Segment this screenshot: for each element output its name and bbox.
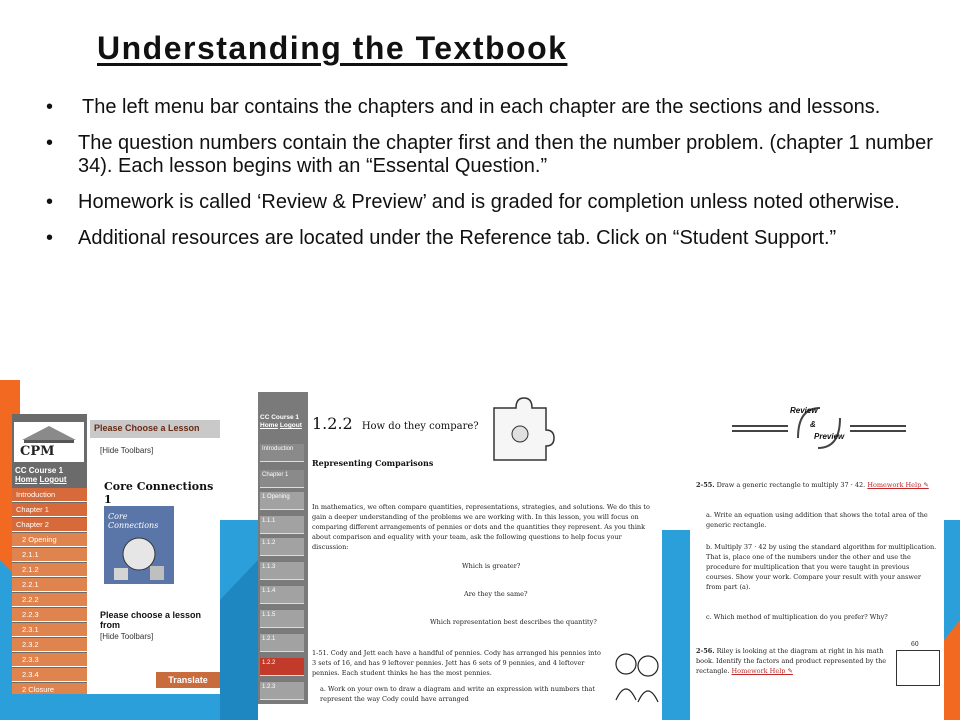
nav-1-1-5[interactable]: 1.1.5 <box>260 610 304 628</box>
problem-2-55-c: c. Which method of multiplication do you prefer? Why? <box>706 613 888 621</box>
problem-2-55 <box>696 480 940 490</box>
translate-button[interactable]: Translate <box>156 672 220 688</box>
nav-chapter-2[interactable]: Chapter 2 <box>12 518 87 532</box>
nav-2-1-2[interactable]: 2.1.2 <box>12 563 87 577</box>
problem-2-56-number: 2-56. <box>696 647 715 655</box>
bullet-resources: • Additional resources are located under the Reference tab. Click on “Student Support.” <box>46 227 936 250</box>
bullet-list <box>46 96 936 263</box>
lesson-number: 1.2.2 <box>312 414 353 433</box>
course-label: CC Course 1 Home Logout <box>15 466 67 484</box>
nav-2-2-3[interactable]: 2.2.3 <box>12 608 87 622</box>
homework-help-link[interactable]: Homework Help ✎ <box>867 481 929 489</box>
book-cover-image[interactable] <box>104 506 174 584</box>
problem-task-a: a. Work on your own to draw a diagram and write an expression with numbers that represent the way Cody could have arranged <box>320 685 595 703</box>
review-preview-logo-icon <box>728 398 908 458</box>
slide-title: Understanding the Textbook <box>97 30 568 66</box>
puzzle-graphic-icon <box>104 506 174 584</box>
nav-1-2-2[interactable]: 1.2.2 <box>260 658 304 676</box>
nav-2-2-1[interactable]: 2.2.1 <box>12 578 87 592</box>
home-link-2[interactable]: Home <box>260 422 279 429</box>
lesson-heading <box>312 414 479 433</box>
area-diagram-label: 60 <box>911 641 919 648</box>
home-link[interactable]: Home <box>15 475 38 484</box>
students-illustration-icon <box>612 648 662 704</box>
question-greater: Which is greater? <box>462 562 521 570</box>
nav-2-2-2[interactable]: 2.2.2 <box>12 593 87 607</box>
nav-1-2-3[interactable]: 1.2.3 <box>260 682 304 700</box>
bullet-question-numbers: • The question numbers contain the chapter first and then the number problem. (chapter 1 number 34). Each lesson begins with an “Essental Question.” <box>46 132 936 178</box>
nav-1-1-2[interactable]: 1.1.2 <box>260 538 304 556</box>
cpm-logo-text: CPM <box>20 444 55 459</box>
nav-2-closure[interactable]: 2 Closure <box>12 683 87 694</box>
hide-toolbars-link[interactable]: [Hide Toolbars] <box>100 446 154 455</box>
screenshot-lesson-page <box>258 392 662 704</box>
logout-link-2[interactable]: Logout <box>279 422 302 429</box>
screenshot-review-preview <box>690 392 944 692</box>
lesson-content <box>312 392 662 704</box>
left-menu-bar <box>12 414 87 694</box>
problem-2-55-b: b. Multiply 37 · 42 by using the standard algorithm for multiplication. That is, place one of the numbers under the other and use the procedure for multiplication that you were taught in previous courses. Show your work. Compare your result with your answer from part (a). <box>706 543 937 591</box>
review-label: Review <box>790 406 818 415</box>
puzzle-piece-icon <box>486 394 556 464</box>
bullet-menu-bar: • The left menu bar contains the chapters and in each chapter are the sections and lessons. <box>46 96 936 119</box>
course-label-2: CC Course 1 Home Logout <box>260 414 302 429</box>
nav-introduction[interactable]: Introduction <box>12 488 87 502</box>
hide-toolbars-link-bottom[interactable]: [Hide Toolbars] <box>100 632 154 641</box>
problem-1-51: 1-51. Cody and Jett each have a handful of pennies. Cody has arranged his pennies into 3 sets of 16, and has 9 leftover pennies. Jett has 6 sets of 9 pennies, and 4 leftover pennies. Each student thinks he has the most pennies. <box>312 649 601 677</box>
nav-1-1-1[interactable]: 1.1.1 <box>260 516 304 534</box>
preview-label: Preview <box>814 432 845 441</box>
problem-2-56-text: Riley is looking at the diagram at right in his math book. Identify the factors and product represented by the rectangle. <box>696 647 887 675</box>
lesson-left-menu-bar <box>258 392 308 704</box>
area-diagram <box>896 641 940 686</box>
choose-lesson-text: Please choose a lesson from <box>100 610 202 630</box>
nav-1-1-3[interactable]: 1.1.3 <box>260 562 304 580</box>
problem-2-56 <box>696 646 892 676</box>
essential-question: How do they compare? <box>361 421 479 432</box>
book-heading: Core Connections 1 <box>104 480 214 506</box>
nav-introduction-2[interactable]: Introduction <box>260 444 304 462</box>
nav-1-2-1[interactable]: 1.2.1 <box>260 634 304 652</box>
book-cover-title: Core Connections <box>108 512 159 530</box>
problem-2-55-a: a. Write an equation using addition that shows the total area of the generic rectangle. <box>706 511 928 529</box>
review-amp: & <box>810 420 816 429</box>
nav-chapter-1[interactable]: Chapter 1 <box>12 503 87 517</box>
logout-link[interactable]: Logout <box>39 475 67 484</box>
question-representation: Which representation best describes the quantity? <box>430 618 597 626</box>
nav-chapter-1-2[interactable]: Chapter 1 <box>260 470 304 488</box>
lesson-subheading: Representing Comparisons <box>312 458 434 468</box>
cpm-logo <box>14 422 84 462</box>
question-same: Are they the same? <box>464 590 528 598</box>
lesson-chooser-content <box>90 414 220 694</box>
nav-2-1-1[interactable]: 2.1.1 <box>12 548 87 562</box>
problem-2-55-text: Draw a generic rectangle to multiply 37 · 42. <box>716 481 866 489</box>
nav-1-opening[interactable]: 1 Opening <box>260 492 304 510</box>
nav-2-3-1[interactable]: 2.3.1 <box>12 623 87 637</box>
nav-2-3-2[interactable]: 2.3.2 <box>12 638 87 652</box>
problem-2-55-number: 2-55. <box>696 481 715 489</box>
nav-2-3-3[interactable]: 2.3.3 <box>12 653 87 667</box>
lesson-intro: In mathematics, we often compare quantities, representations, strategies, and solutions. We do this to gain a deeper understanding of the problems we are working with. In this lesson, you will focus on comparing different arrangements of pennies or dots and the quantities they represent. As you think about comparison and equality with your team, ask the following questions to help focus your discussion: <box>312 503 650 551</box>
homework-help-link-2[interactable]: Homework Help ✎ <box>731 667 793 675</box>
choose-lesson-header: Please Choose a Lesson <box>90 420 220 438</box>
bullet-homework: • Homework is called ‘Review & Preview’ and is graded for completion unless noted otherwise. <box>46 191 936 214</box>
nav-1-1-4[interactable]: 1.1.4 <box>260 586 304 604</box>
nav-2-3-4[interactable]: 2.3.4 <box>12 668 87 682</box>
nav-2-opening[interactable]: 2 Opening <box>12 533 87 547</box>
screenshot-lesson-chooser <box>12 414 220 694</box>
